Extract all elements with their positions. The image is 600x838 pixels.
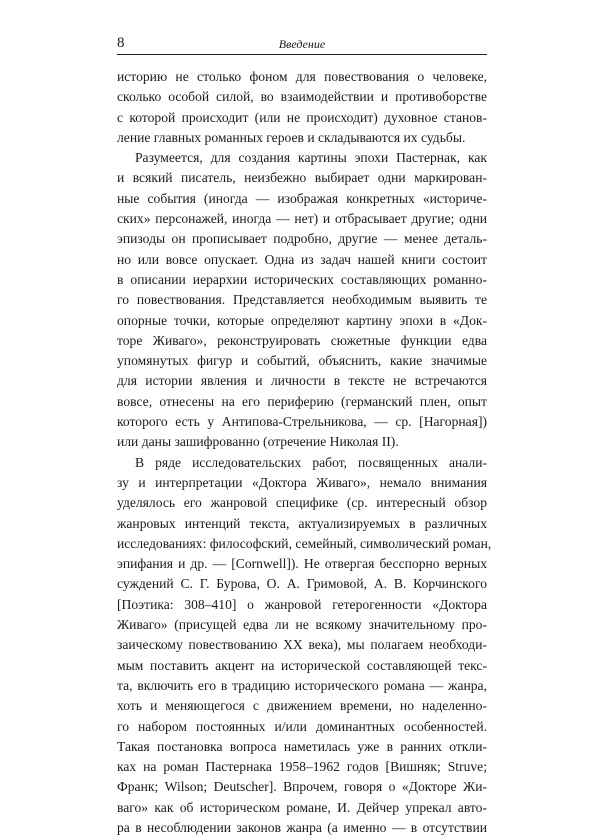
text-line: или даны зашифрованно (отречение Николая II). <box>117 434 399 450</box>
text-line: зу и интерпретации «Доктора Живаго», немало внимания <box>117 474 487 490</box>
paragraph <box>117 453 492 838</box>
running-title: Введение <box>278 37 326 51</box>
text-line: с которой происходит (или не происходит) духовное станов- <box>117 109 487 125</box>
text-line: эпифания и др. — [Cornwell]). Не отвергая бесспорно верных <box>117 556 487 572</box>
text-line: уделялось его жанровой специфике (ср. интересный обзор <box>117 495 487 511</box>
text-line: и всякий писатель, неизбежно выбирает одни маркирован- <box>117 170 487 186</box>
text-line: торе Живаго», реконструировать сюжетные функции едва <box>117 332 487 348</box>
text-line: ках на роман Пастернака 1958–1962 годов [Вишняк; Struve; <box>117 759 487 775</box>
text-line: ление главных романных героев и складываются их судьбы. <box>117 129 466 145</box>
text-line: жанровых интенций текста, актуализируемых в различных <box>117 515 487 531</box>
text-line: ра в несоблюдении законов жанра (а именно — в отсутствии <box>117 819 487 835</box>
text-line: историю не столько фоном для повествования о человеке, <box>117 69 487 84</box>
text-line: В ряде исследовательских работ, посвященных анали- <box>135 454 487 470</box>
text-line: [Поэтика: 308–410] о жанровой гетерогенности «Доктора <box>117 596 487 612</box>
text-line: в описании иерархии исторических составляющих романно- <box>117 271 487 287</box>
page-header <box>117 34 487 55</box>
text-line: суждений С. Г. Бурова, О. А. Гримовой, А. В. Корчинского <box>117 576 487 592</box>
text-line: хоть и меняющегося с движением времени, но наделенно- <box>117 698 487 714</box>
text-line: та, включить его в традицию исторического романа — жанра, <box>117 677 487 693</box>
text-line: исследованиях: философский, семейный, символический роман, <box>117 535 492 551</box>
page-number: 8 <box>117 35 125 51</box>
text-line: го повествования. Представляется необходимым выявить те <box>117 292 487 308</box>
text-line: ные события (иногда — изображая конкретных «историче- <box>117 190 487 206</box>
text-line: эпизоды он прописывает подробно, другие — менее деталь- <box>117 231 487 247</box>
text-line: ских» персонажей, иногда — нет) и отбрасывает другие; одни <box>117 211 487 227</box>
text-line: мым поставить акцент на исторической составляющей текс- <box>117 657 487 673</box>
text-line: заическому повествованию XX века), мы полагаем необходи- <box>117 637 487 653</box>
text-line: для истории явления и личности в тексте не встречаются <box>117 373 487 389</box>
text-line: но или вовсе опускает. Одна из задач нашей книги состоит <box>117 251 487 267</box>
paragraph <box>117 148 487 452</box>
text-line: Разумеется, для создания картины эпохи Пастернак, как <box>135 150 487 166</box>
text-line: которого есть у Антипова-Стрельникова, — ср. [Нагорная]) <box>117 414 487 430</box>
text-line: опорные точки, которые определяют картину эпохи в «Док- <box>117 312 487 328</box>
text-line: сколько особой силой, во взаимодействии и противоборстве <box>117 89 487 105</box>
text-line: ваго» как об историческом романе, И. Дейчер упрекал авто- <box>117 799 487 815</box>
text-line: Такая постановка вопроса наметилась уже в ранних откли- <box>117 738 487 754</box>
text-line: Живаго» (присущей едва ли не всякому значительному про- <box>117 617 487 633</box>
text-line: го набором постоянных и/или доминантных особенностей. <box>117 718 487 734</box>
text-line: Франк; Wilson; Deutscher]. Впрочем, говоря о «Докторе Жи- <box>117 779 487 795</box>
body-text <box>117 67 492 838</box>
text-line: вовсе, отнесены на его периферию (германский плен, опыт <box>117 393 487 409</box>
text-line: упомянутых фигур и событий, объяснить, какие значимые <box>117 353 487 369</box>
paragraph <box>117 67 487 148</box>
